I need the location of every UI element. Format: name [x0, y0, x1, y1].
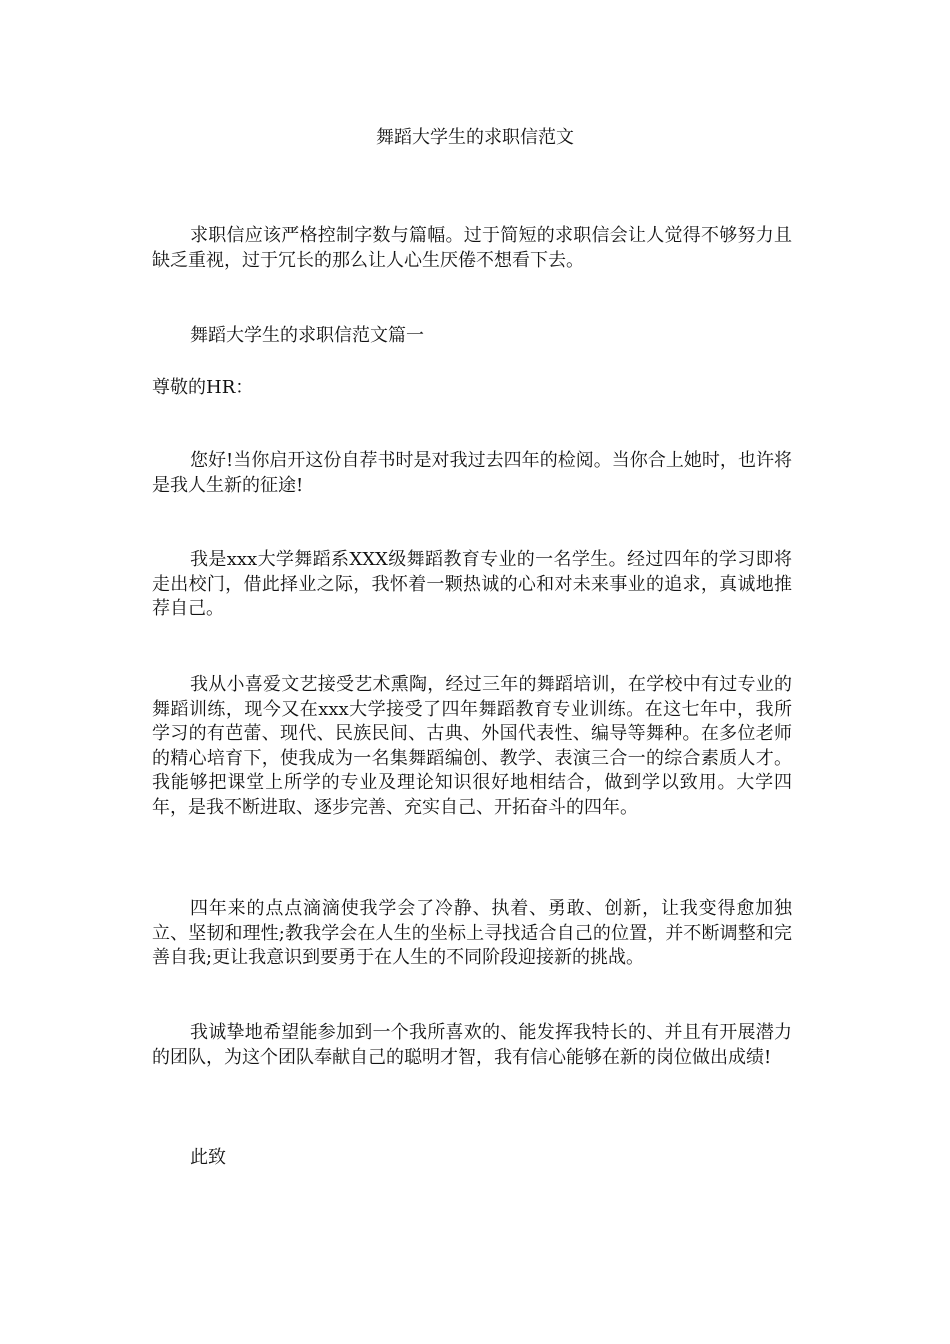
- body-paragraph: 四年来的点点滴滴使我学会了冷静、执着、勇敢、创新，让我变得愈加独立、坚韧和理性;教我学会在人生的坐标上寻找适合自己的位置，并不断调整和完善自我;更让我意识到要勇于在人生的不同阶段迎接新的挑战。: [152, 898, 792, 968]
- closing-line: 此致: [190, 1147, 226, 1168]
- intro-paragraph: 求职信应该严格控制字数与篇幅。过于简短的求职信会让人觉得不够努力且缺乏重视，过于冗长的那么让人心生厌倦不想看下去。: [152, 225, 792, 271]
- body-paragraph: 我诚挚地希望能参加到一个我所喜欢的、能发挥我特长的、并且有开展潜力的团队，为这个团队奉献自己的聪明才智，我有信心能够在新的岗位做出成绩!: [152, 1022, 792, 1068]
- body-paragraph: 我是xxx大学舞蹈系XXX级舞蹈教育专业的一名学生。经过四年的学习即将走出校门，借此择业之际，我怀着一颗热诚的心和对未来事业的追求，真诚地推荐自己。: [152, 549, 792, 619]
- salutation: 尊敬的HR：: [152, 377, 254, 398]
- body-paragraph: 您好!当你启开这份自荐书时是对我过去四年的检阅。当你合上她时，也许将是我人生新的征途!: [152, 450, 792, 496]
- body-paragraph: 我从小喜爱文艺接受艺术熏陶，经过三年的舞蹈培训，在学校中有过专业的舞蹈训练，现今又在xxx大学接受了四年舞蹈教育专业训练。在这七年中，我所学习的有芭蕾、现代、民族民间、古典、外国代表性、编导等舞种。在多位老师的精心培育下，使我成为一名集舞蹈编创、教学、表演三合一的综合素质人才。我能够把课堂上所学的专业及理论知识很好地相结合，做到学以致用。大学四年，是我不断进取、逐步完善、充实自己、开拓奋斗的四年。: [152, 674, 792, 818]
- document-title: 舞蹈大学生的求职信范文: [376, 127, 574, 148]
- section-heading: 舞蹈大学生的求职信范文篇一: [190, 325, 424, 346]
